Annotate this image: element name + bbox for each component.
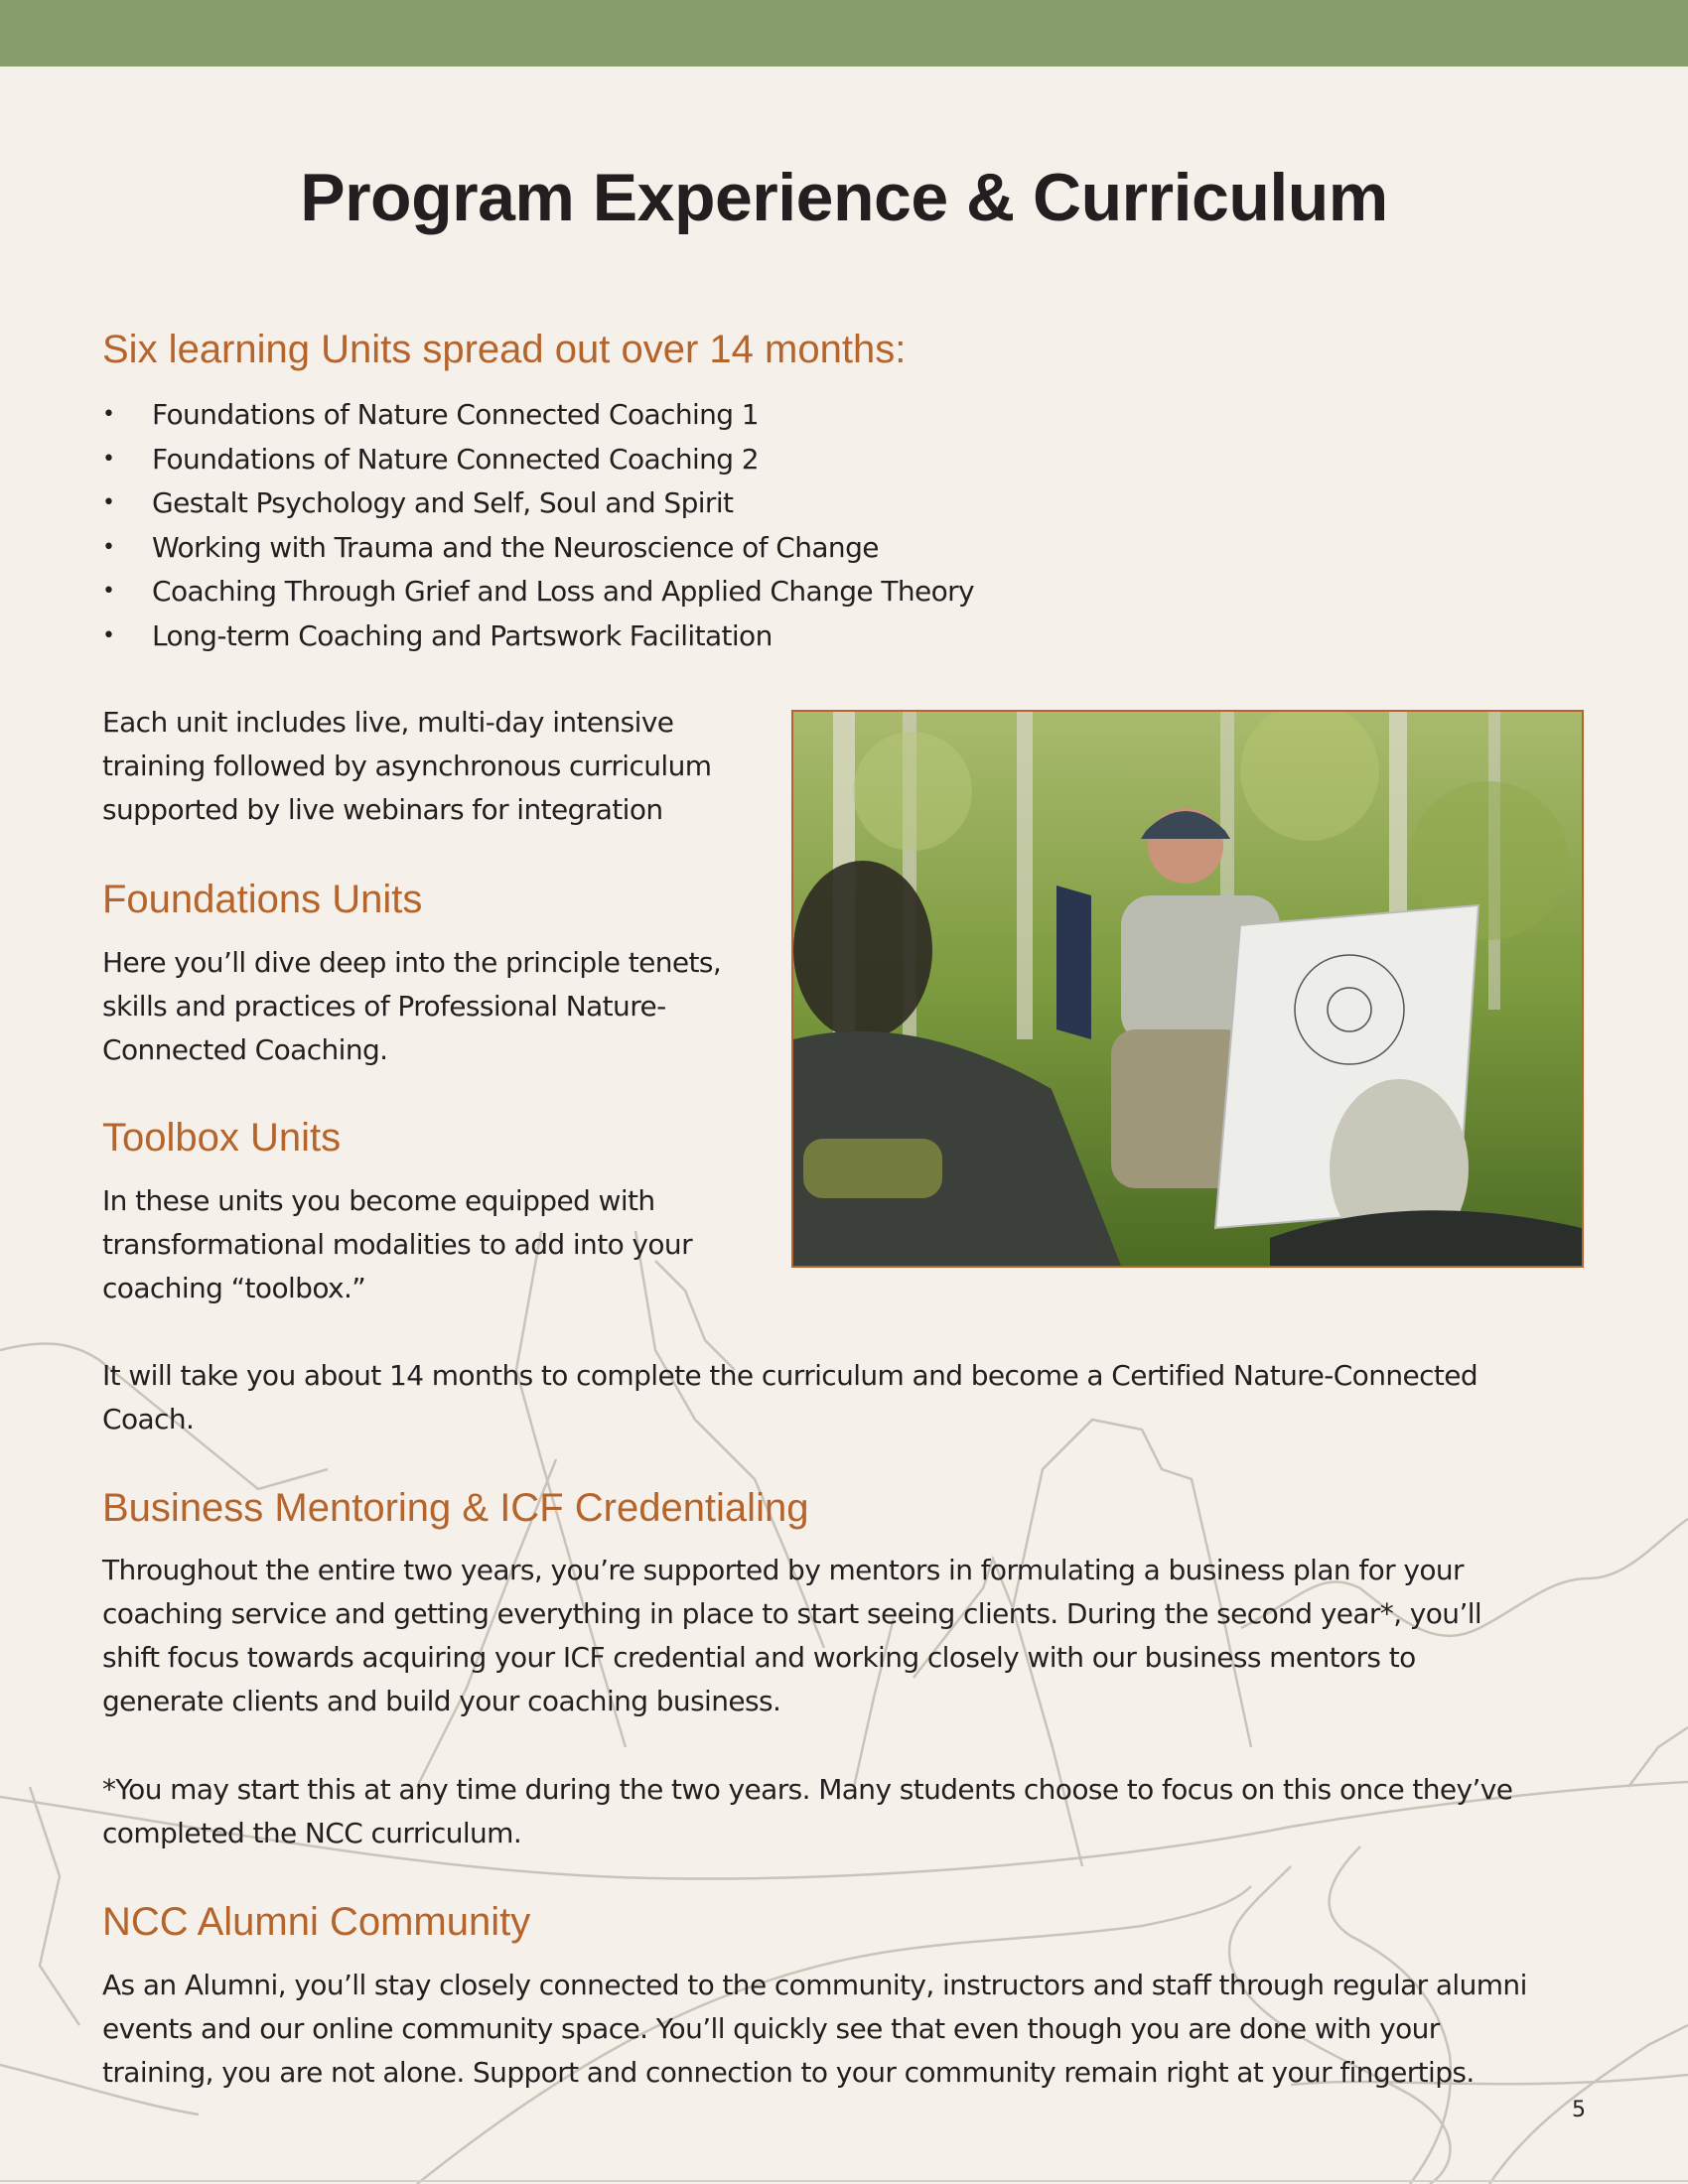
business-footnote: *You may start this at any time during the two years. Many students choose to focus on this once they’ve completed the NCC curriculum. [102,1773,1513,1849]
foundations-heading: Foundations Units [102,878,423,921]
bottom-divider [0,2180,1688,2182]
toolbox-heading: Toolbox Units [102,1116,342,1160]
page-number: 5 [1572,2098,1586,2122]
duration-paragraph: It will take you about 14 months to complete the curriculum and become a Certified Nature-Connected Coach. [102,1359,1478,1435]
units-heading: Six learning Units spread out over 14 months: [102,328,907,371]
alumni-paragraph: As an Alumni, you’ll stay closely connected to the community, instructors and staff through regular alumni events and our online community space. You’ll quickly see that even though you are done with your training, you are not alone. Support and connection to your community remain right at your fingertips. [102,1969,1527,2089]
list-item: • Coaching Through Grief and Loss and Applied Change Theory [102,570,974,614]
photo-illustration-icon [793,712,1582,1266]
list-item: • Long-term Coaching and Partswork Facilitation [102,614,974,659]
header-band [0,0,1688,67]
bullet-icon: • [102,446,115,472]
instructor-photo [791,710,1584,1268]
intro-paragraph: Each unit includes live, multi-day intensive training followed by asynchronous curriculum supported by live webinars for integration [102,706,712,826]
list-item: • Gestalt Psychology and Self, Soul and Spirit [102,481,974,526]
list-item: • Foundations of Nature Connected Coaching 2 [102,438,974,482]
business-heading: Business Mentoring & ICF Credentialing [102,1486,809,1530]
alumni-heading: NCC Alumni Community [102,1900,531,1944]
bullet-icon: • [102,579,115,604]
list-item: • Working with Trauma and the Neuroscience of Change [102,526,974,571]
foundations-paragraph: Here you’ll dive deep into the principle tenets, skills and practices of Professional Nature- Connected Coaching. [102,946,722,1066]
bullet-icon: • [102,490,115,515]
list-item: • Foundations of Nature Connected Coaching 1 [102,393,974,438]
page-title: Program Experience & Curriculum [300,160,1388,235]
bullet-icon: • [102,622,115,648]
bullet-icon: • [102,402,115,427]
business-paragraph: Throughout the entire two years, you’re supported by mentors in formulating a business plan for your coaching service and getting everything in place to start seeing clients. During the second year*, you’ll shift focus towards acquiring your ICF credential and working closely with our business mentors to generate clients and build your coaching business. [102,1554,1482,1717]
bullet-icon: • [102,534,115,560]
toolbox-paragraph: In these units you become equipped with transformational modalities to add into your coaching “toolbox.” [102,1184,692,1304]
units-list [102,393,974,658]
